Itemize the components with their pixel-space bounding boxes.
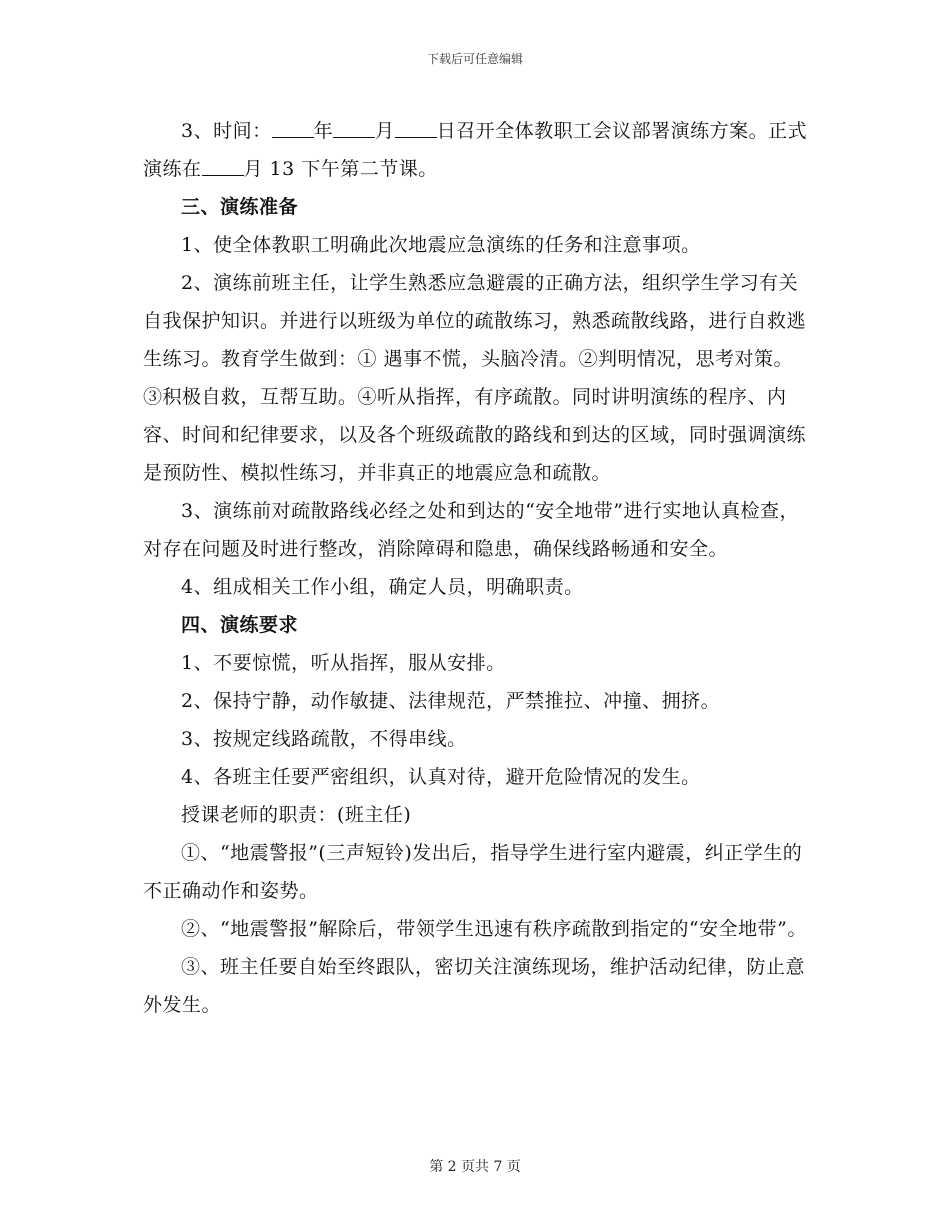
document-body bbox=[143, 112, 808, 1024]
paragraph: 1、使全体教职工明确此次地震应急演练的任务和注意事项。 bbox=[181, 234, 701, 256]
page-footer: 第 2 页共 7 页 bbox=[429, 1159, 521, 1175]
blank-line bbox=[272, 117, 314, 138]
paragraph: 2、保持宁静，动作敏捷、法律规范，严禁推拉、冲撞、拥挤。 bbox=[181, 690, 721, 712]
section-heading-preparation: 三、演练准备 bbox=[181, 196, 299, 218]
text-run: 月 13 下午第二节课。 bbox=[243, 158, 438, 180]
blank-line bbox=[333, 117, 375, 138]
paragraph: ①、“地震警报”(三声短铃)发出后，指导学生进行室内避震，纠正学生的不正确动作和姿势。 bbox=[143, 842, 803, 902]
page-header: 下载后可任意编辑 bbox=[426, 52, 523, 66]
paragraph: 4、各班主任要严密组织，认真对待，避开危险情况的发生。 bbox=[181, 766, 701, 788]
blank-line bbox=[202, 155, 244, 176]
section-heading-requirements: 四、演练要求 bbox=[181, 614, 299, 636]
text-run: 月 bbox=[375, 120, 395, 142]
blank-line bbox=[395, 117, 437, 138]
paragraph: ②、“地震警报”解除后，带领学生迅速有秩序疏散到指定的“安全地带”。 bbox=[181, 918, 807, 940]
paragraph: 1、不要惊慌，听从指挥，服从安排。 bbox=[181, 652, 506, 674]
paragraph: 3、演练前对疏散路线必经之处和到达的“安全地带”进行实地认真检查，对存在问题及时进行整改，消除障碍和隐患，确保线路畅通和安全。 bbox=[143, 500, 800, 560]
paragraph: 3、按规定线路疏散，不得串线。 bbox=[181, 728, 467, 750]
paragraph: 2、演练前班主任，让学生熟悉应急避震的正确方法，组织学生学习有关自我保护知识。并进行以班级为单位的疏散练习，熟悉疏散线路，进行自救逃生练习。教育学生做到：① 遇事不慌，头脑冷清。②判明情况，思考对策。③积极自救，互帮互助。④听从指挥，有序疏散。同时讲明演练的程序、内容、时间和纪律要求，以及各个班级疏散的路线和到达的区域，同时强调演练是预防性、模拟性练习，并非真正的地震应急和疏散。 bbox=[143, 272, 807, 484]
text-run: 日召开全体教职工会议部署演练方案。正式演练在 bbox=[143, 120, 808, 180]
paragraph: 4、组成相关工作小组，确定人员，明确职责。 bbox=[181, 576, 584, 598]
paragraph-time bbox=[143, 112, 808, 188]
text-run: 年 bbox=[313, 120, 334, 142]
paragraph: ③、班主任要自始至终跟队，密切关注演练现场，维护活动纪律，防止意外发生。 bbox=[143, 956, 806, 1016]
text-run: 3、时间： bbox=[181, 120, 272, 142]
paragraph: 授课老师的职责：(班主任) bbox=[181, 804, 412, 826]
